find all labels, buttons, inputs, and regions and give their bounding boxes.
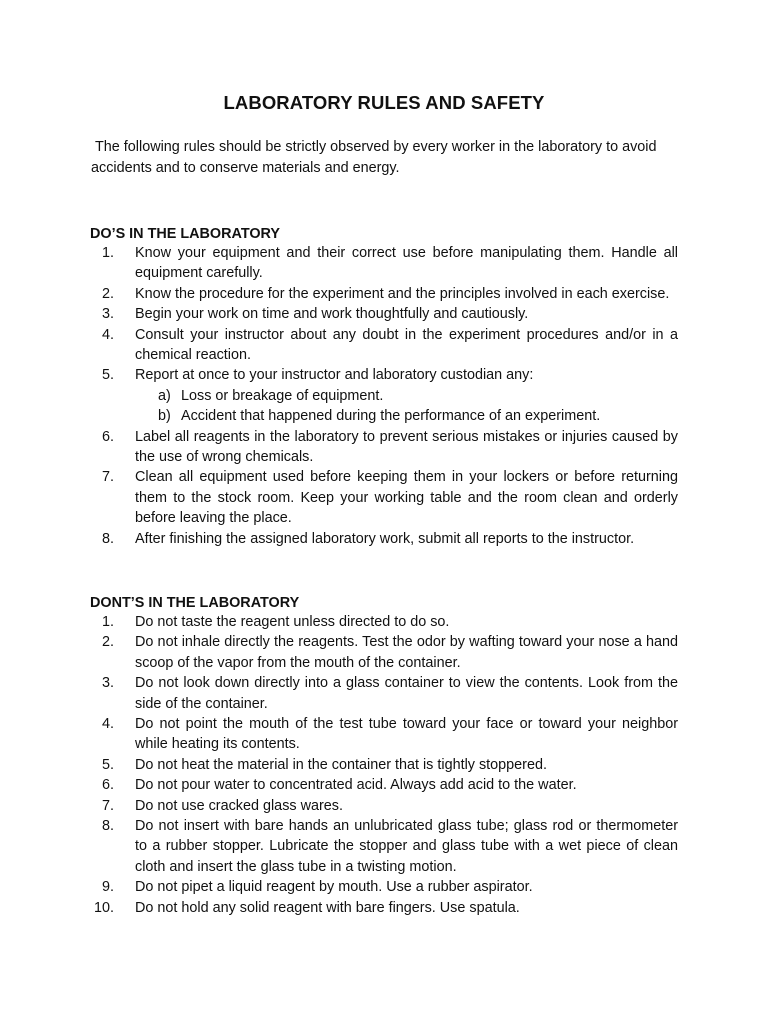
sub-list-item — [135, 386, 678, 406]
list-item-text: Clean all equipment used before keeping them in your lockers or before returning them to the stock room. Keep your working table and the room clean and orderly before leaving the place. — [135, 469, 678, 527]
sub-item-text: Accident that happened during the performance of an experiment. — [181, 408, 601, 425]
list-item-number: 6. — [101, 428, 114, 445]
list-item-number: 3. — [101, 306, 114, 323]
list-item-text: Do not pour water to concentrated acid. Always add acid to the water. — [135, 777, 577, 794]
sub-item-letter: a) — [158, 387, 171, 404]
list-item-number: 8. — [101, 818, 114, 835]
sub-item-letter: b) — [158, 408, 171, 425]
list-item-text: Label all reagents in the laboratory to prevent serious mistakes or injuries caused by the use of wrong chemicals. — [135, 428, 678, 466]
list-item-number: 4. — [101, 326, 114, 343]
donts-list-item — [90, 898, 678, 918]
list-item-number: 9. — [101, 879, 114, 896]
dos-list-item — [90, 365, 678, 426]
list-item-number: 1. — [101, 614, 114, 630]
list-item-text: Do not hold any solid reagent with bare fingers. Use spatula. — [135, 899, 520, 916]
list-item-text: After finishing the assigned laboratory work, submit all reports to the instructor. — [135, 530, 635, 547]
dos-list-item — [90, 304, 678, 324]
intro-paragraph: The following rules should be strictly observed by every worker in the laboratory to avoid accidents and to conserve materials and energy. — [91, 139, 657, 176]
list-item-text: Do not use cracked glass wares. — [135, 797, 343, 814]
list-item-text: Do not point the mouth of the test tube toward your face or toward your neighbor while heating its contents. — [135, 716, 678, 753]
list-item-number: 5. — [101, 756, 114, 773]
donts-list-item — [90, 816, 678, 877]
donts-list — [90, 612, 678, 918]
donts-heading: DONT’S IN THE LABORATORY — [90, 595, 300, 611]
list-item-text: Do not heat the material in the container that is tightly stoppered. — [135, 756, 547, 773]
list-item-number: 7. — [101, 797, 114, 814]
list-item-number: 1. — [101, 245, 114, 261]
dos-list-item — [90, 284, 678, 304]
dos-list-item — [90, 243, 678, 284]
list-item-number: 2. — [101, 285, 114, 302]
donts-list-item — [90, 775, 678, 795]
list-item-number: 10. — [93, 899, 114, 916]
dos-list — [90, 243, 678, 549]
list-item-text: Do not look down directly into a glass container to view the contents. Look from the side of the container. — [135, 675, 678, 712]
sub-list — [135, 386, 678, 427]
document-title: LABORATORY RULES AND SAFETY — [223, 92, 545, 113]
list-item-text: Consult your instructor about any doubt in the experiment procedures and/or in a chemical reaction. — [135, 326, 678, 364]
list-item-text: Know the procedure for the experiment and the principles involved in each exercise. — [135, 285, 670, 302]
donts-list-item — [90, 877, 678, 897]
dos-list-item — [90, 467, 678, 528]
list-item-number: 8. — [101, 530, 114, 547]
donts-list-item — [90, 796, 678, 816]
donts-list-item — [90, 673, 678, 714]
list-item-text: Know your equipment and their correct use before manipulating them. Handle all equipment carefully. — [135, 245, 678, 282]
list-item-number: 4. — [101, 716, 114, 733]
sub-list-item — [135, 406, 678, 426]
donts-list-item — [90, 755, 678, 775]
list-item-text: Do not inhale directly the reagents. Test the odor by wafting toward your nose a hand scoop of the vapor from the mouth of the container. — [135, 634, 678, 671]
list-item-text: Begin your work on time and work thoughtfully and cautiously. — [135, 306, 529, 323]
list-item-number: 6. — [101, 777, 114, 794]
list-item-text: Do not insert with bare hands an unlubricated glass tube; glass rod or thermometer to a rubber stopper. Lubricate the stopper and glass tube with a wet piece of clean cloth and insert the glass tube in a twisting motion. — [135, 818, 678, 875]
list-item-number: 5. — [101, 367, 114, 384]
list-item-number: 2. — [101, 634, 114, 651]
list-item-text: Report at once to your instructor and laboratory custodian any: — [135, 367, 534, 384]
dos-heading: DO’S IN THE LABORATORY — [90, 226, 281, 242]
list-item-text: Do not pipet a liquid reagent by mouth. Use a rubber aspirator. — [135, 879, 533, 896]
dos-list-item — [90, 325, 678, 366]
sub-item-text: Loss or breakage of equipment. — [181, 387, 384, 404]
donts-list-item — [90, 612, 678, 632]
list-item-text: Do not taste the reagent unless directed to do so. — [135, 614, 450, 630]
list-item-number: 7. — [101, 469, 114, 486]
list-item-number: 3. — [101, 675, 114, 692]
dos-list-item — [90, 427, 678, 468]
dos-list-item — [90, 529, 678, 549]
donts-list-item — [90, 632, 678, 673]
donts-list-item — [90, 714, 678, 755]
